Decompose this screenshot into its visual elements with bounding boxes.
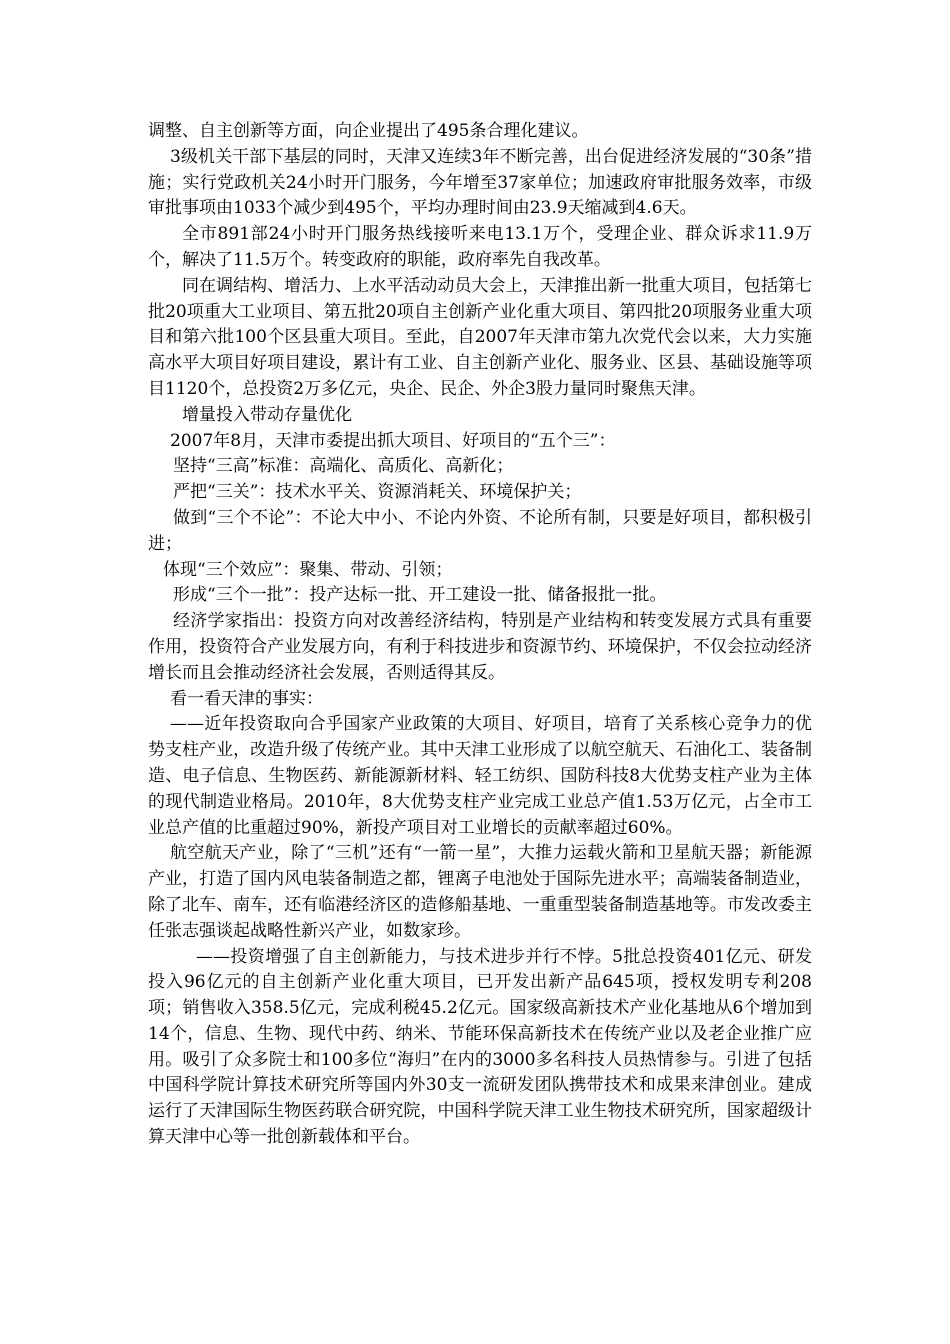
section-heading: 增量投入带动存量优化	[182, 404, 352, 425]
list-item-2: 严把“三关”：技术水平关、资源消耗关、环境保护关；	[173, 482, 582, 503]
paragraph-1: 调整、自主创新等方面，向企业提出了495条合理化建议。	[148, 121, 589, 141]
paragraph-5: 2007年8月，天津市委提出抓大项目、好项目的“五个三”：	[170, 430, 616, 451]
list-item-3: 做到“三个不论”：不论大中小、不论内外资、不论所有制，只要是好项目，都积极引进；	[148, 507, 812, 554]
paragraph-10: ——投资增强了自主创新能力，与技术进步并行不悖。5批总投资401亿元、研发投入96亿元的自主创新产业化重大项目，已开发出新产品645项，授权发明专利208项；销售收入358.5亿元，完成利税45.2亿元。国家级高新技术产业化基地从6个增加到14个，信息、生物、现代中药、纳米、节能环保高新技术在传统产业以及老企业推广应用。吸引了众多院士和100多位“海归”在内的3000多名科技人员热情参与。引进了包括中国科学院计算技术研究所等国内外30支一流研发团队携带技术和成果来津创业。建成运行了天津国际生物医药联合研究院，中国科学院天津工业生物技术研究所，国家超级计算天津中心等一批创新载体和平台。	[148, 946, 812, 1148]
article-body	[148, 119, 812, 1151]
paragraph-4: 同在调结构、增活力、上水平活动动员大会上，天津推出新一批重大项目，包括第七批20项重大工业项目、第五批20项自主创新产业化重大项目、第四批20项服务业重大项目和第六批100个区县重大项目。至此，自2007年天津市第九次党代会以来，大力实施高水平大项目好项目建设，累计有工业、自主创新产业化、服务业、区县、基础设施等项目1120个，总投资2万多亿元，央企、民企、外企3股力量同时聚焦天津。	[148, 275, 812, 399]
paragraph-2: 3级机关干部下基层的同时，天津又连续3年不断完善，出台促进经济发展的“30条”措施；实行党政机关24小时开门服务，今年增至37家单位；加速政府审批服务效率，市级审批事项由1033个减少到495个，平均办理时间由23.9天缩减到4.6天。	[148, 146, 812, 219]
paragraph-6: 经济学家指出：投资方向对改善经济结构，特别是产业结构和转变发展方式具有重要作用，投资符合产业发展方向，有利于科技进步和资源节约、环境保护，不仅会拉动经济增长而且会推动经济社会发展，否则适得其反。	[148, 611, 812, 683]
list-item-1: 坚持“三高”标准：高端化、高质化、高新化；	[173, 456, 514, 477]
paragraph-8: ——近年投资取向合乎国家产业政策的大项目、好项目，培育了关系核心竞争力的优势支柱产业，改造升级了传统产业。其中天津工业形成了以航空航天、石油化工、装备制造、电子信息、生物医药、新能源新材料、轻工纺织、国防科技8大优势支柱产业为主体的现代制造业格局。2010年，8大优势支柱产业完成工业总产值1.53万亿元，占全市工业总产值的比重超过90%，新投产项目对工业增长的贡献率超过60%。	[148, 714, 812, 838]
paragraph-3: 全市891部24小时开门服务热线接听来电13.1万个，受理企业、群众诉求11.9万个，解决了11.5万个。转变政府的职能，政府率先自我改革。	[148, 224, 812, 270]
paragraph-9: 航空航天产业，除了“三机”还有“一箭一星”，大推力运载火箭和卫星航天器；新能源产业，打造了国内风电装备制造之都，锂离子电池处于国际先进水平；高端装备制造业，除了北车、南车，还有临港经济区的造修船基地、一重重型装备制造基地等。市发改委主任张志强谈起战略性新兴产业，如数家珍。	[148, 843, 812, 941]
list-item-5: 形成“三个一批”：投产达标一批、开工建设一批、储备报批一批。	[173, 585, 667, 606]
list-item-4: 体现“三个效应”：聚集、带动、引领；	[163, 559, 453, 580]
paragraph-7: 看一看天津的事实：	[170, 688, 323, 709]
